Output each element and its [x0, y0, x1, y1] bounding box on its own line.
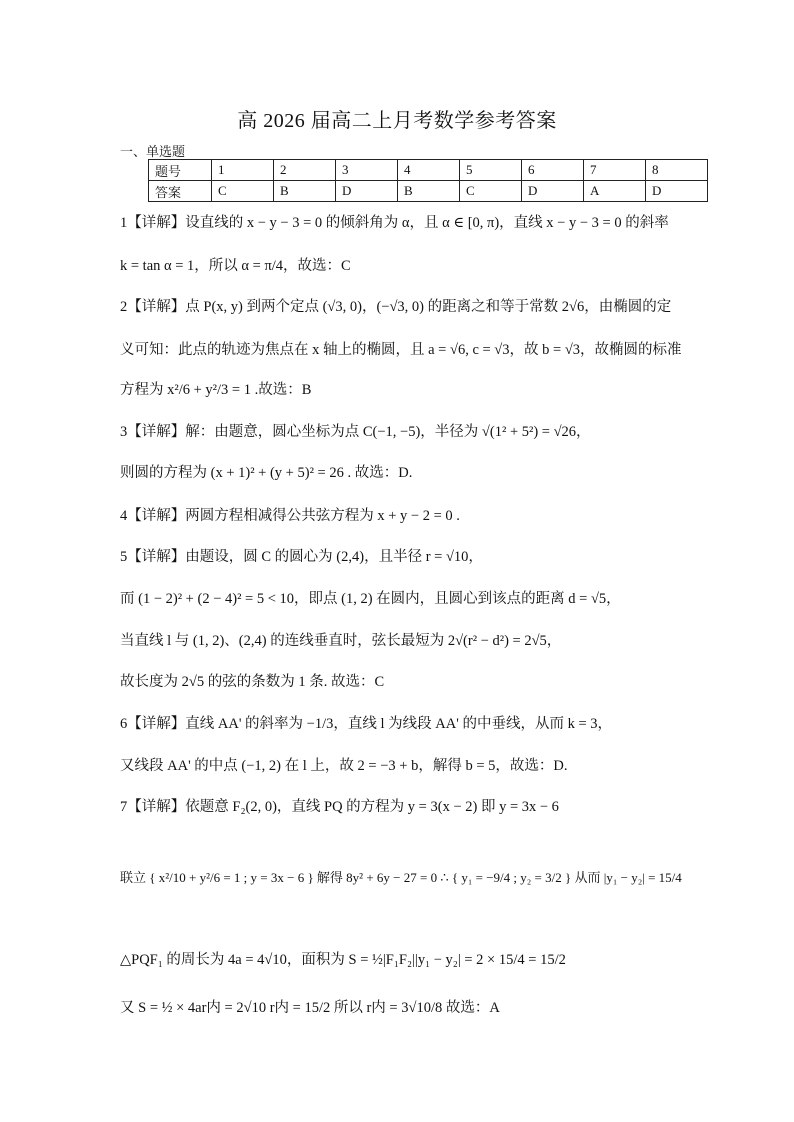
solution-line: k = tan α = 1，所以 α = π/4，故选：C — [120, 258, 351, 274]
solution-line: △PQF₁ 的周长为 4a = 4√10，面积为 S = ½|F₁F₂||y₁ − y₂| = 2 × 15/4 = 15/2 — [120, 952, 566, 968]
table-cell: C — [212, 181, 274, 202]
table-cell: 8 — [646, 160, 708, 181]
solution-line: 而 (1 − 2)² + (2 − 4)² = 5 < 10，即点 (1, 2) 在圆内，且圆心到该点的距离 d = √5， — [120, 591, 621, 607]
table-cell: 3 — [336, 160, 398, 181]
table-cell: 7 — [584, 160, 646, 181]
table-cell: A — [584, 181, 646, 202]
table-cell: 5 — [460, 160, 522, 181]
table-cell: 4 — [398, 160, 460, 181]
solution-line: 7【详解】依题意 F₂(2, 0)，直线 PQ 的方程为 y = 3(x − 2) 即 y = 3x − 6 — [120, 799, 559, 815]
table-cell: 1 — [212, 160, 274, 181]
solution-line: 又 S = ½ × 4ar内 = 2√10 r内 = 15/2 所以 r内 = 3√10/8 故选：A — [120, 1000, 500, 1016]
solution-line: 2【详解】点 P(x, y) 到两个定点 (√3, 0)，(−√3, 0) 的距离之和等于常数 2√6，由椭圆的定 — [120, 299, 672, 315]
solution-line: 6【详解】直线 AA' 的斜率为 −1/3，直线 l 为线段 AA' 的中垂线，从而 k = 3， — [120, 716, 613, 732]
table-cell: 题号 — [149, 160, 212, 181]
solution-line: 义可知：此点的轨迹为焦点在 x 轴上的椭圆，且 a = √6, c = √3，故 b = √3，故椭圆的标准 — [120, 342, 682, 358]
section-heading: 一、单选题 — [120, 144, 186, 159]
table-row — [149, 160, 708, 181]
solution-line: 3【详解】解：由题意，圆心坐标为点 C(−1, −5)，半径为 √(1² + 5²) = √26， — [120, 424, 591, 440]
solution-line: 故长度为 2√5 的弦的条数为 1 条. 故选：C — [120, 674, 385, 690]
answer-table — [148, 159, 708, 202]
table-cell: D — [646, 181, 708, 202]
table-cell: D — [336, 181, 398, 202]
solution-line: 5【详解】由题设，圆 C 的圆心为 (2,4)，且半径 r = √10， — [120, 549, 483, 565]
solution-line: 方程为 x²/6 + y²/3 = 1 .故选：B — [120, 382, 312, 398]
solution-line: 联立 { x²/10 + y²/6 = 1 ; y = 3x − 6 } 解得 8y² + 6y − 27 = 0 ∴ { y₁ = −9/4 ; y₂ = 3/2 } 从而 |y₁ − y₂| = 15/4 — [120, 870, 682, 885]
solution-line: 4【详解】两圆方程相减得公共弦方程为 x + y − 2 = 0 . — [120, 508, 460, 524]
solution-line: 又线段 AA' 的中点 (−1, 2) 在 l 上，故 2 = −3 + b，解得 b = 5，故选：D. — [120, 758, 568, 774]
solution-line: 当直线 l 与 (1, 2)、(2,4) 的连线垂直时，弦长最短为 2√(r² − d²) = 2√5， — [120, 633, 562, 649]
page-title: 高 2026 届高二上月考数学参考答案 — [237, 110, 557, 132]
table-cell: 答案 — [149, 181, 212, 202]
table-cell: D — [522, 181, 584, 202]
solution-line: 1【详解】设直线的 x − y − 3 = 0 的倾斜角为 α，且 α ∈ [0, π)，直线 x − y − 3 = 0 的斜率 — [120, 215, 669, 231]
table-cell: B — [398, 181, 460, 202]
table-cell: 2 — [274, 160, 336, 181]
table-cell: B — [274, 181, 336, 202]
table-cell: 6 — [522, 160, 584, 181]
table-row — [149, 181, 708, 202]
solution-line: 则圆的方程为 (x + 1)² + (y + 5)² = 26 . 故选：D. — [120, 465, 413, 481]
table-cell: C — [460, 181, 522, 202]
